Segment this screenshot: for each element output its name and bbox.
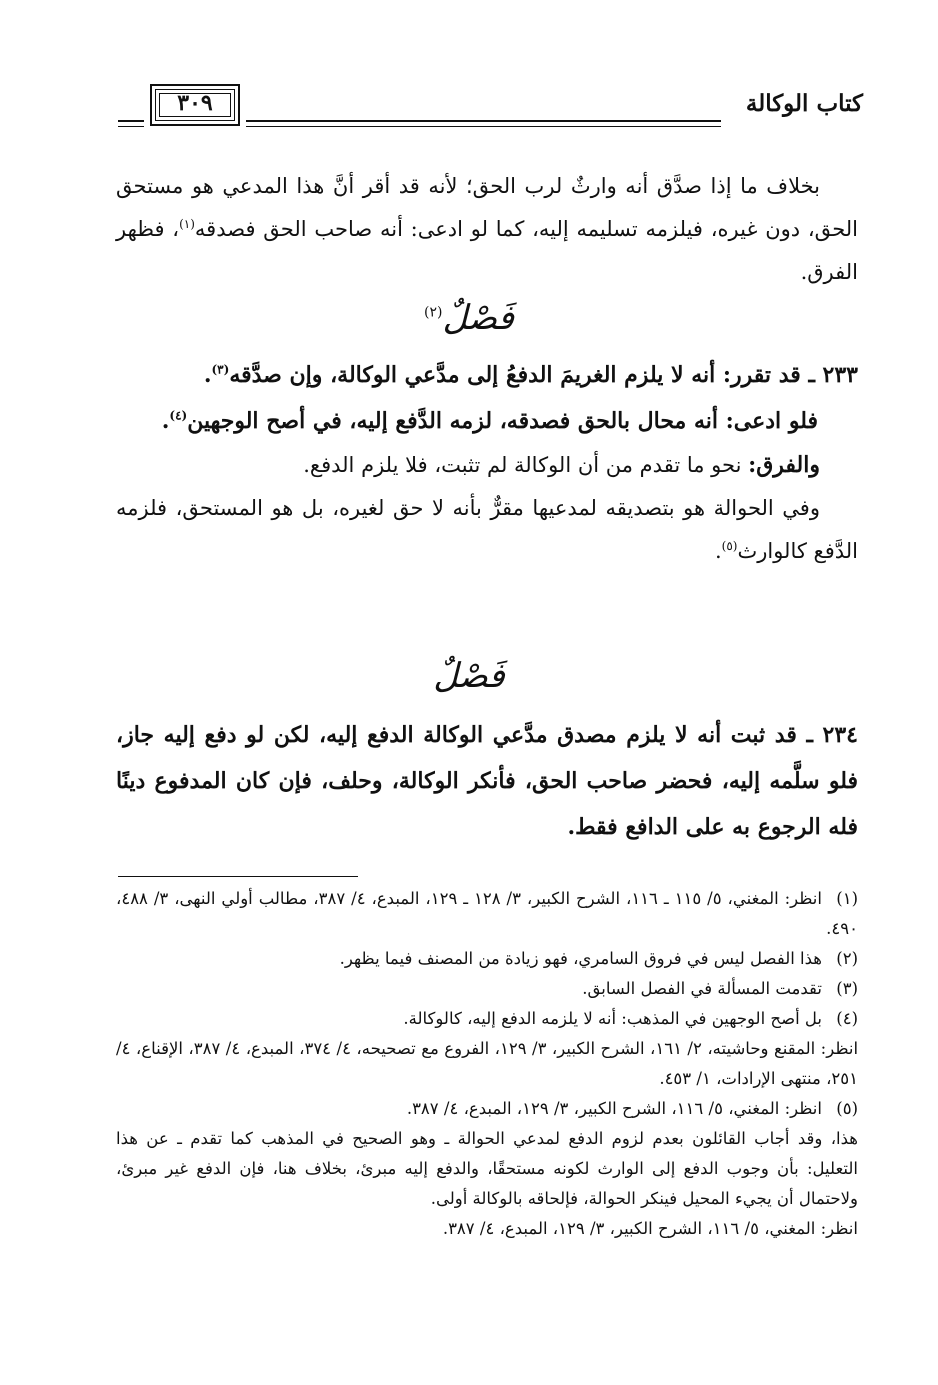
header-rule-left-thin — [118, 126, 144, 127]
item-233: ٢٣٣ ـ قد تقرر: أنه لا يلزم الغريمَ الدفعُ إلى مدَّعي الوكالة، وإن صدَّقه$^{(٣)}$. — [203, 362, 858, 388]
footnote-5-sources: انظر: المغني، ٥/ ١١٦، الشرح الكبير، ٣/ ١٢٩، المبدع، ٤/ ٣٨٧. — [442, 1219, 858, 1238]
paragraph-1: بخلاف ما إذا صدَّق أنه وارثٌ لرب الحق؛ لأنه قد أقر أنَّ هذا المدعي هو مستحق الحق، دون غيره، فيلزمه تسليمه إليه، كما لو ادعى: أنه صاحب الحق فصدقه$^{(١)}$، فظهر الفرق. — [116, 174, 858, 284]
header-rule-right-thin — [246, 126, 721, 127]
footnote-4-continuation: انظر: المقنع وحاشيته، ٢/ ١٦١، الشرح الكبير، ٣/ ١٢٩، الفروع مع تصحيحه، ٤/ ٣٧٤، المبدع، ٤/ ٣٨٧، الإقناع، ٤/ ٢٥١، منتهى الإرادات، ١/ ٤٥٣. — [116, 1039, 859, 1088]
page-number-box — [150, 84, 240, 126]
footnote-5-continuation: هذا، وقد أجاب القائلون بعدم لزوم الدفع لمدعي الحوالة ـ وهو الصحيح في المذهب كما تقدم ـ عن هذا التعليل: بأن وجوب الدفع إلى الوارث لكونه مستحقًا، والدفع إليه مبرئ، بخلاف هنا، فإن الدفع غير مبرئ، ولاحتمال أن يجيء المحيل فينكر الحوالة، فإلحاقه بالوكالة أولى. — [116, 1129, 858, 1208]
difference-label: والفرق: — [748, 452, 820, 478]
footnotes — [116, 884, 858, 1244]
page-number: ٣٠٩ — [177, 90, 213, 116]
footnote-ref-5[interactable]: (٥) — [721, 539, 738, 553]
footnote-separator — [118, 876, 358, 877]
footnote-2: (٢)هذا الفصل ليس في فروق السامري، فهو زيادة من المصنف فيما يظهر. — [339, 949, 858, 968]
item-234: ٢٣٤ ـ قد ثبت أنه لا يلزم مصدق مدَّعي الوكالة الدفع إليه، لكن لو دفع إليه جاز، فلو سلَّمه إليه، فحضر صاحب الحق، فأنكر الوكالة، وحلف، فإن كان المدفوع دينًا فله الرجوع به على الدافع فقط. — [116, 722, 858, 840]
footnote-3: (٣)تقدمت المسألة في الفصل السابق. — [582, 979, 858, 998]
section-1-body — [116, 352, 858, 573]
footnote-ref-3[interactable]: (٣) — [211, 362, 230, 377]
running-title: كتاب الوكالة — [745, 90, 863, 117]
footnote-1: (١)انظر: المغني، ٥/ ١١٥ ـ ١١٦، الشرح الكبير، ٣/ ١٢٨ ـ ١٢٩، المبدع، ٤/ ٣٨٧، مطالب أولي النهى، ٣/ ٤٨٨، ٤٩٠. — [116, 889, 858, 938]
header-rule-right — [246, 120, 721, 122]
item-number-233: ٢٣٣ ـ — [808, 362, 858, 388]
section-title-1: فَصْلٌ$^{(٢)}$ — [424, 298, 514, 338]
footnote-ref-2[interactable]: (٢) — [424, 304, 443, 321]
difference-paragraph: والفرق: نحو ما تقدم من أن الوكالة لم تثبت، فلا يلزم الدفع. — [303, 452, 820, 478]
opening-paragraph — [116, 165, 858, 294]
header-rule-left — [118, 120, 144, 122]
item-number-234: ٢٣٤ ـ — [806, 722, 858, 748]
section-title-2: فَصْلٌ — [433, 656, 505, 696]
footnote-5: (٥)انظر: المغني، ٥/ ١١٦، الشرح الكبير، ٣/ ١٢٩، المبدع، ٤/ ٣٨٧. — [406, 1099, 858, 1118]
section-2-body — [116, 712, 858, 850]
hawala-paragraph: وفي الحوالة هو بتصديقه لمدعيها مقرٌّ بأنه لا حق لغيره، بل هو المستحق، فلزمه الدَّفع كالوارث$^{(٥)}$. — [116, 496, 858, 563]
claim-paragraph: فلو ادعى: أنه محال بالحق فصدقه، لزمه الدَّفع إليه، في أصح الوجهين$^{(٤)}$. — [161, 408, 818, 434]
footnote-4: (٤)بل أصح الوجهين في المذهب: أنه لا يلزمه الدفع إليه، كالوكالة. — [403, 1009, 858, 1028]
footnote-ref-4[interactable]: (٤) — [169, 408, 188, 423]
footnote-ref-1[interactable]: (١) — [179, 217, 195, 231]
page-header — [118, 82, 863, 132]
